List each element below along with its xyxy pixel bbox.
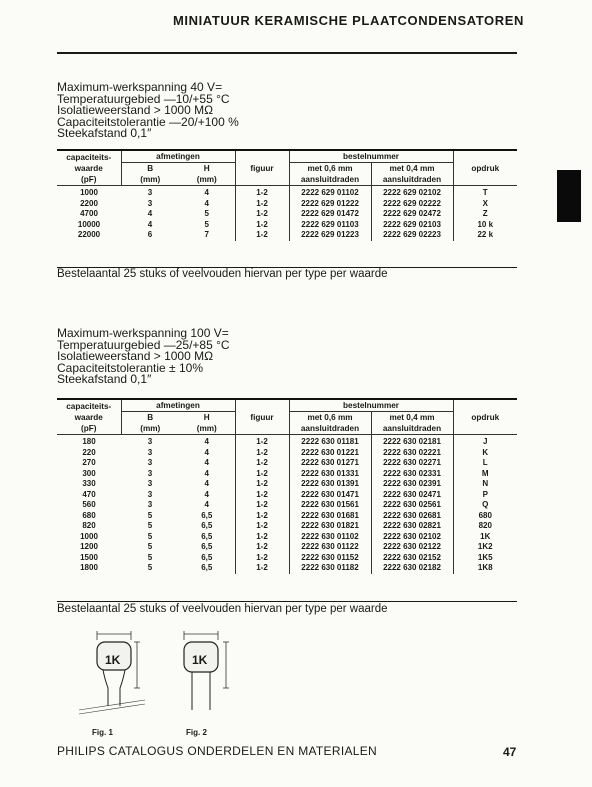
- cell-capacity: 680: [82, 510, 96, 520]
- cell-order-04: 2222 630 02471: [371, 490, 453, 501]
- cell-h: 6,5: [201, 552, 213, 562]
- cell-capacity: 22000: [77, 230, 101, 239]
- cell-h: 5: [204, 209, 209, 218]
- table-row: [57, 511, 517, 522]
- header-rule: [57, 52, 517, 54]
- table-row: [57, 199, 517, 210]
- cell-order-06: 2222 629 01223: [289, 230, 371, 241]
- table-row: [57, 563, 517, 574]
- cell-opdruk: K: [453, 448, 517, 459]
- spec-line: Maximum-werkspanning 40 V=: [57, 80, 223, 94]
- cell-order-06: 2222 630 01152: [289, 553, 371, 564]
- cell-order-04: 2222 630 02152: [371, 553, 453, 564]
- table-row: [57, 230, 517, 241]
- table-section-2: [57, 398, 517, 574]
- cell-opdruk: L: [453, 458, 517, 469]
- cell-opdruk: X: [453, 199, 517, 210]
- col-header-met04: met 0,4 mm aansluitdraden: [371, 412, 453, 435]
- cell-opdruk: 10 k: [453, 220, 517, 231]
- table-row: [57, 220, 517, 231]
- cell-figuur: 1-2: [235, 479, 289, 490]
- cell-opdruk: P: [453, 490, 517, 501]
- cell-capacity: 10000: [77, 219, 101, 229]
- cell-order-04: 2222 630 02221: [371, 448, 453, 459]
- cell-b: 3: [147, 198, 153, 208]
- cell-b: 3: [147, 489, 153, 499]
- cell-capacity: 2200: [80, 198, 98, 208]
- cell-h: 5: [204, 219, 209, 229]
- specs-section-2: [57, 328, 230, 386]
- cell-b: 3: [147, 447, 153, 457]
- cell-opdruk: 1K5: [453, 553, 517, 564]
- cell-h: 4: [204, 447, 209, 457]
- col-header-figuur: figuur: [235, 399, 289, 435]
- cell-order-04: 2222 630 02331: [371, 469, 453, 480]
- col-header-opdruk: opdruk: [453, 399, 517, 435]
- cell-order-04: 2222 630 02102: [371, 532, 453, 543]
- cell-order-04: 2222 630 02821: [371, 521, 453, 532]
- cell-capacity: 4700: [80, 209, 98, 218]
- cell-figuur: 1-2: [235, 563, 289, 574]
- col-header-b: B (mm): [121, 163, 179, 186]
- cell-b: 5: [147, 563, 153, 572]
- cell-order-06: 2222 630 01221: [289, 448, 371, 459]
- cell-h: 6,5: [201, 510, 213, 520]
- cell-opdruk: Z: [453, 209, 517, 220]
- cell-h: 4: [204, 437, 209, 446]
- cell-figuur: 1-2: [235, 511, 289, 522]
- cell-opdruk: 1K2: [453, 542, 517, 553]
- cell-opdruk: J: [453, 435, 517, 448]
- table-row: [57, 435, 517, 448]
- cell-b: 3: [147, 468, 153, 478]
- cell-opdruk: T: [453, 186, 517, 199]
- cell-figuur: 1-2: [235, 448, 289, 459]
- spec-line: Capaciteitstolerantie ± 10%: [57, 360, 203, 375]
- cell-opdruk: 680: [453, 511, 517, 522]
- table-row: [57, 209, 517, 220]
- col-header-met04: met 0,4 mm aansluitdraden: [371, 163, 453, 186]
- cell-b: 4: [147, 219, 153, 229]
- cell-capacity: 1000: [80, 531, 98, 541]
- cell-h: 6,5: [201, 542, 213, 551]
- table-row: [57, 479, 517, 490]
- section-tab-marker: [557, 170, 581, 222]
- table-row: [57, 521, 517, 532]
- col-header-bestelnummer: bestelnummer: [289, 150, 453, 163]
- table-row: [57, 490, 517, 501]
- page-title: MINIATUUR KERAMISCHE PLAATCONDENSATOREN: [172, 13, 524, 28]
- cell-b: 5: [147, 542, 153, 551]
- table-row: [57, 553, 517, 564]
- cell-order-06: 2222 629 01472: [289, 209, 371, 220]
- figure-2-marking: 1K: [192, 653, 208, 667]
- specs-section-1: [57, 82, 239, 140]
- cell-h: 4: [204, 500, 209, 509]
- cell-capacity: 820: [82, 521, 96, 530]
- cell-b: 4: [147, 209, 153, 218]
- spec-line: Temperatuurgebied —25/+85 °C: [57, 337, 230, 352]
- cell-order-04: 2222 629 02472: [371, 209, 453, 220]
- cell-order-04: 2222 630 02122: [371, 542, 453, 553]
- cell-capacity: 330: [82, 479, 96, 488]
- cell-figuur: 1-2: [235, 230, 289, 241]
- cell-capacity: 1800: [80, 563, 98, 572]
- cell-order-04: 2222 630 02681: [371, 511, 453, 522]
- cell-order-04: 2222 630 02391: [371, 479, 453, 490]
- table-row: [57, 500, 517, 511]
- cell-order-06: 2222 630 01182: [289, 563, 371, 574]
- cell-order-04: 2222 630 02271: [371, 458, 453, 469]
- col-header-afmetingen: afmetingen: [121, 399, 235, 412]
- cell-opdruk: 22 k: [453, 230, 517, 241]
- cell-order-06: 2222 630 01102: [289, 532, 371, 543]
- table-bottom-rule: [57, 601, 517, 602]
- cell-h: 6,5: [201, 563, 213, 572]
- spec-line: Steekafstand 0,1″: [57, 372, 152, 387]
- cell-h: 6,5: [201, 531, 213, 541]
- cell-opdruk: 1K: [453, 532, 517, 543]
- cell-h: 4: [204, 188, 209, 197]
- cell-opdruk: Q: [453, 500, 517, 511]
- cell-order-06: 2222 630 01821: [289, 521, 371, 532]
- col-header-opdruk: opdruk: [453, 150, 517, 186]
- cell-b: 3: [147, 188, 153, 197]
- cell-order-06: 2222 630 01471: [289, 490, 371, 501]
- table-row: [57, 532, 517, 543]
- cell-b: 3: [147, 437, 153, 446]
- table-row: [57, 542, 517, 553]
- figure-1-drawing: [75, 628, 175, 723]
- spec-line: Maximum-werkspanning 100 V=: [57, 326, 229, 340]
- footer-catalog-title: PHILIPS CATALOGUS ONDERDELEN EN MATERIALEN: [57, 744, 377, 758]
- cell-order-06: 2222 630 01561: [289, 500, 371, 511]
- col-header-met06: met 0,6 mm aansluitdraden: [289, 163, 371, 186]
- cell-capacity: 270: [82, 458, 96, 467]
- table-row: [57, 458, 517, 469]
- cell-order-04: 2222 629 02223: [371, 230, 453, 241]
- cell-capacity: 1200: [80, 542, 98, 551]
- cell-h: 4: [204, 468, 209, 478]
- col-header-b: B (mm): [121, 412, 179, 435]
- cell-order-04: 2222 630 02561: [371, 500, 453, 511]
- cell-figuur: 1-2: [235, 199, 289, 210]
- cell-order-06: 2222 629 01102: [289, 186, 371, 199]
- cell-b: 6: [147, 230, 153, 239]
- col-header-capacity: capaciteits- waarde (pF): [66, 401, 112, 433]
- cell-order-06: 2222 630 01181: [289, 435, 371, 448]
- cell-figuur: 1-2: [235, 490, 289, 501]
- cell-capacity: 470: [82, 489, 96, 499]
- cell-order-04: 2222 629 02222: [371, 199, 453, 210]
- order-note: Bestelaantal 25 stuks of veelvouden hiervan per type per waarde: [57, 268, 388, 280]
- cell-order-06: 2222 630 01391: [289, 479, 371, 490]
- cell-order-04: 2222 630 02182: [371, 563, 453, 574]
- col-header-figuur: figuur: [235, 150, 289, 186]
- spec-line: Isolatieweerstand > 1000 MΩ: [57, 103, 214, 118]
- col-header-capacity: capaciteits- waarde (pF): [66, 152, 112, 184]
- col-header-h: H (mm): [196, 164, 217, 184]
- cell-figuur: 1-2: [235, 553, 289, 564]
- spec-line: Isolatieweerstand > 1000 MΩ: [57, 349, 214, 364]
- cell-h: 6,5: [201, 521, 213, 530]
- cell-figuur: 1-2: [235, 469, 289, 480]
- cell-capacity: 1500: [80, 552, 98, 562]
- figure-2-label: Fig. 2: [186, 728, 207, 737]
- table-section-1: [57, 149, 517, 241]
- order-note: Bestelaantal 25 stuks of veelvouden hiervan per type per waarde: [57, 603, 388, 615]
- col-header-afmetingen: afmetingen: [121, 150, 235, 163]
- cell-h: 4: [204, 198, 209, 208]
- cell-figuur: 1-2: [235, 220, 289, 231]
- cell-opdruk: M: [453, 469, 517, 480]
- cell-b: 5: [147, 531, 153, 541]
- cell-b: 5: [147, 521, 153, 530]
- cell-opdruk: 820: [453, 521, 517, 532]
- cell-order-04: 2222 629 02102: [371, 186, 453, 199]
- col-header-met06: met 0,6 mm aansluitdraden: [289, 412, 371, 435]
- spec-line: Steekafstand 0,1″: [57, 126, 152, 141]
- cell-opdruk: N: [453, 479, 517, 490]
- cell-figuur: 1-2: [235, 542, 289, 553]
- cell-order-06: 2222 630 01331: [289, 469, 371, 480]
- cell-opdruk: 1K8: [453, 563, 517, 574]
- cell-figuur: 1-2: [235, 458, 289, 469]
- cell-h: 4: [204, 458, 209, 467]
- cell-h: 4: [204, 479, 209, 488]
- cell-order-04: 2222 629 02103: [371, 220, 453, 231]
- cell-b: 5: [147, 552, 153, 562]
- cell-figuur: 1-2: [235, 521, 289, 532]
- cell-capacity: 180: [82, 437, 96, 446]
- cell-order-06: 2222 630 01122: [289, 542, 371, 553]
- cell-order-06: 2222 630 01271: [289, 458, 371, 469]
- spec-line: Temperatuurgebied —10/+55 °C: [57, 91, 230, 106]
- cell-capacity: 300: [82, 468, 96, 478]
- cell-figuur: 1-2: [235, 500, 289, 511]
- cell-h: 7: [204, 230, 209, 239]
- cell-capacity: 1000: [80, 188, 98, 197]
- table-row: [57, 448, 517, 459]
- cell-order-06: 2222 630 01681: [289, 511, 371, 522]
- cell-h: 4: [204, 489, 209, 499]
- cell-figuur: 1-2: [235, 186, 289, 199]
- spec-line: Capaciteitstolerantie —20/+100 %: [57, 114, 239, 129]
- cell-b: 3: [147, 479, 153, 488]
- figure-2-drawing: [172, 628, 252, 723]
- page-number: 47: [503, 745, 517, 759]
- cell-figuur: 1-2: [235, 532, 289, 543]
- cell-figuur: 1-2: [235, 435, 289, 448]
- cell-order-06: 2222 629 01222: [289, 199, 371, 210]
- cell-capacity: 560: [82, 500, 96, 509]
- cell-order-04: 2222 630 02181: [371, 435, 453, 448]
- col-header-bestelnummer: bestelnummer: [289, 399, 453, 412]
- col-header-h: H (mm): [196, 413, 217, 433]
- cell-b: 3: [147, 458, 153, 467]
- table-row: [57, 469, 517, 480]
- cell-figuur: 1-2: [235, 209, 289, 220]
- figure-1-marking: 1K: [105, 653, 121, 667]
- cell-capacity: 220: [82, 447, 96, 457]
- figure-1-label: Fig. 1: [92, 728, 113, 737]
- cell-b: 3: [147, 500, 153, 509]
- cell-b: 5: [147, 510, 153, 520]
- cell-order-06: 2222 629 01103: [289, 220, 371, 231]
- table-row: [57, 186, 517, 199]
